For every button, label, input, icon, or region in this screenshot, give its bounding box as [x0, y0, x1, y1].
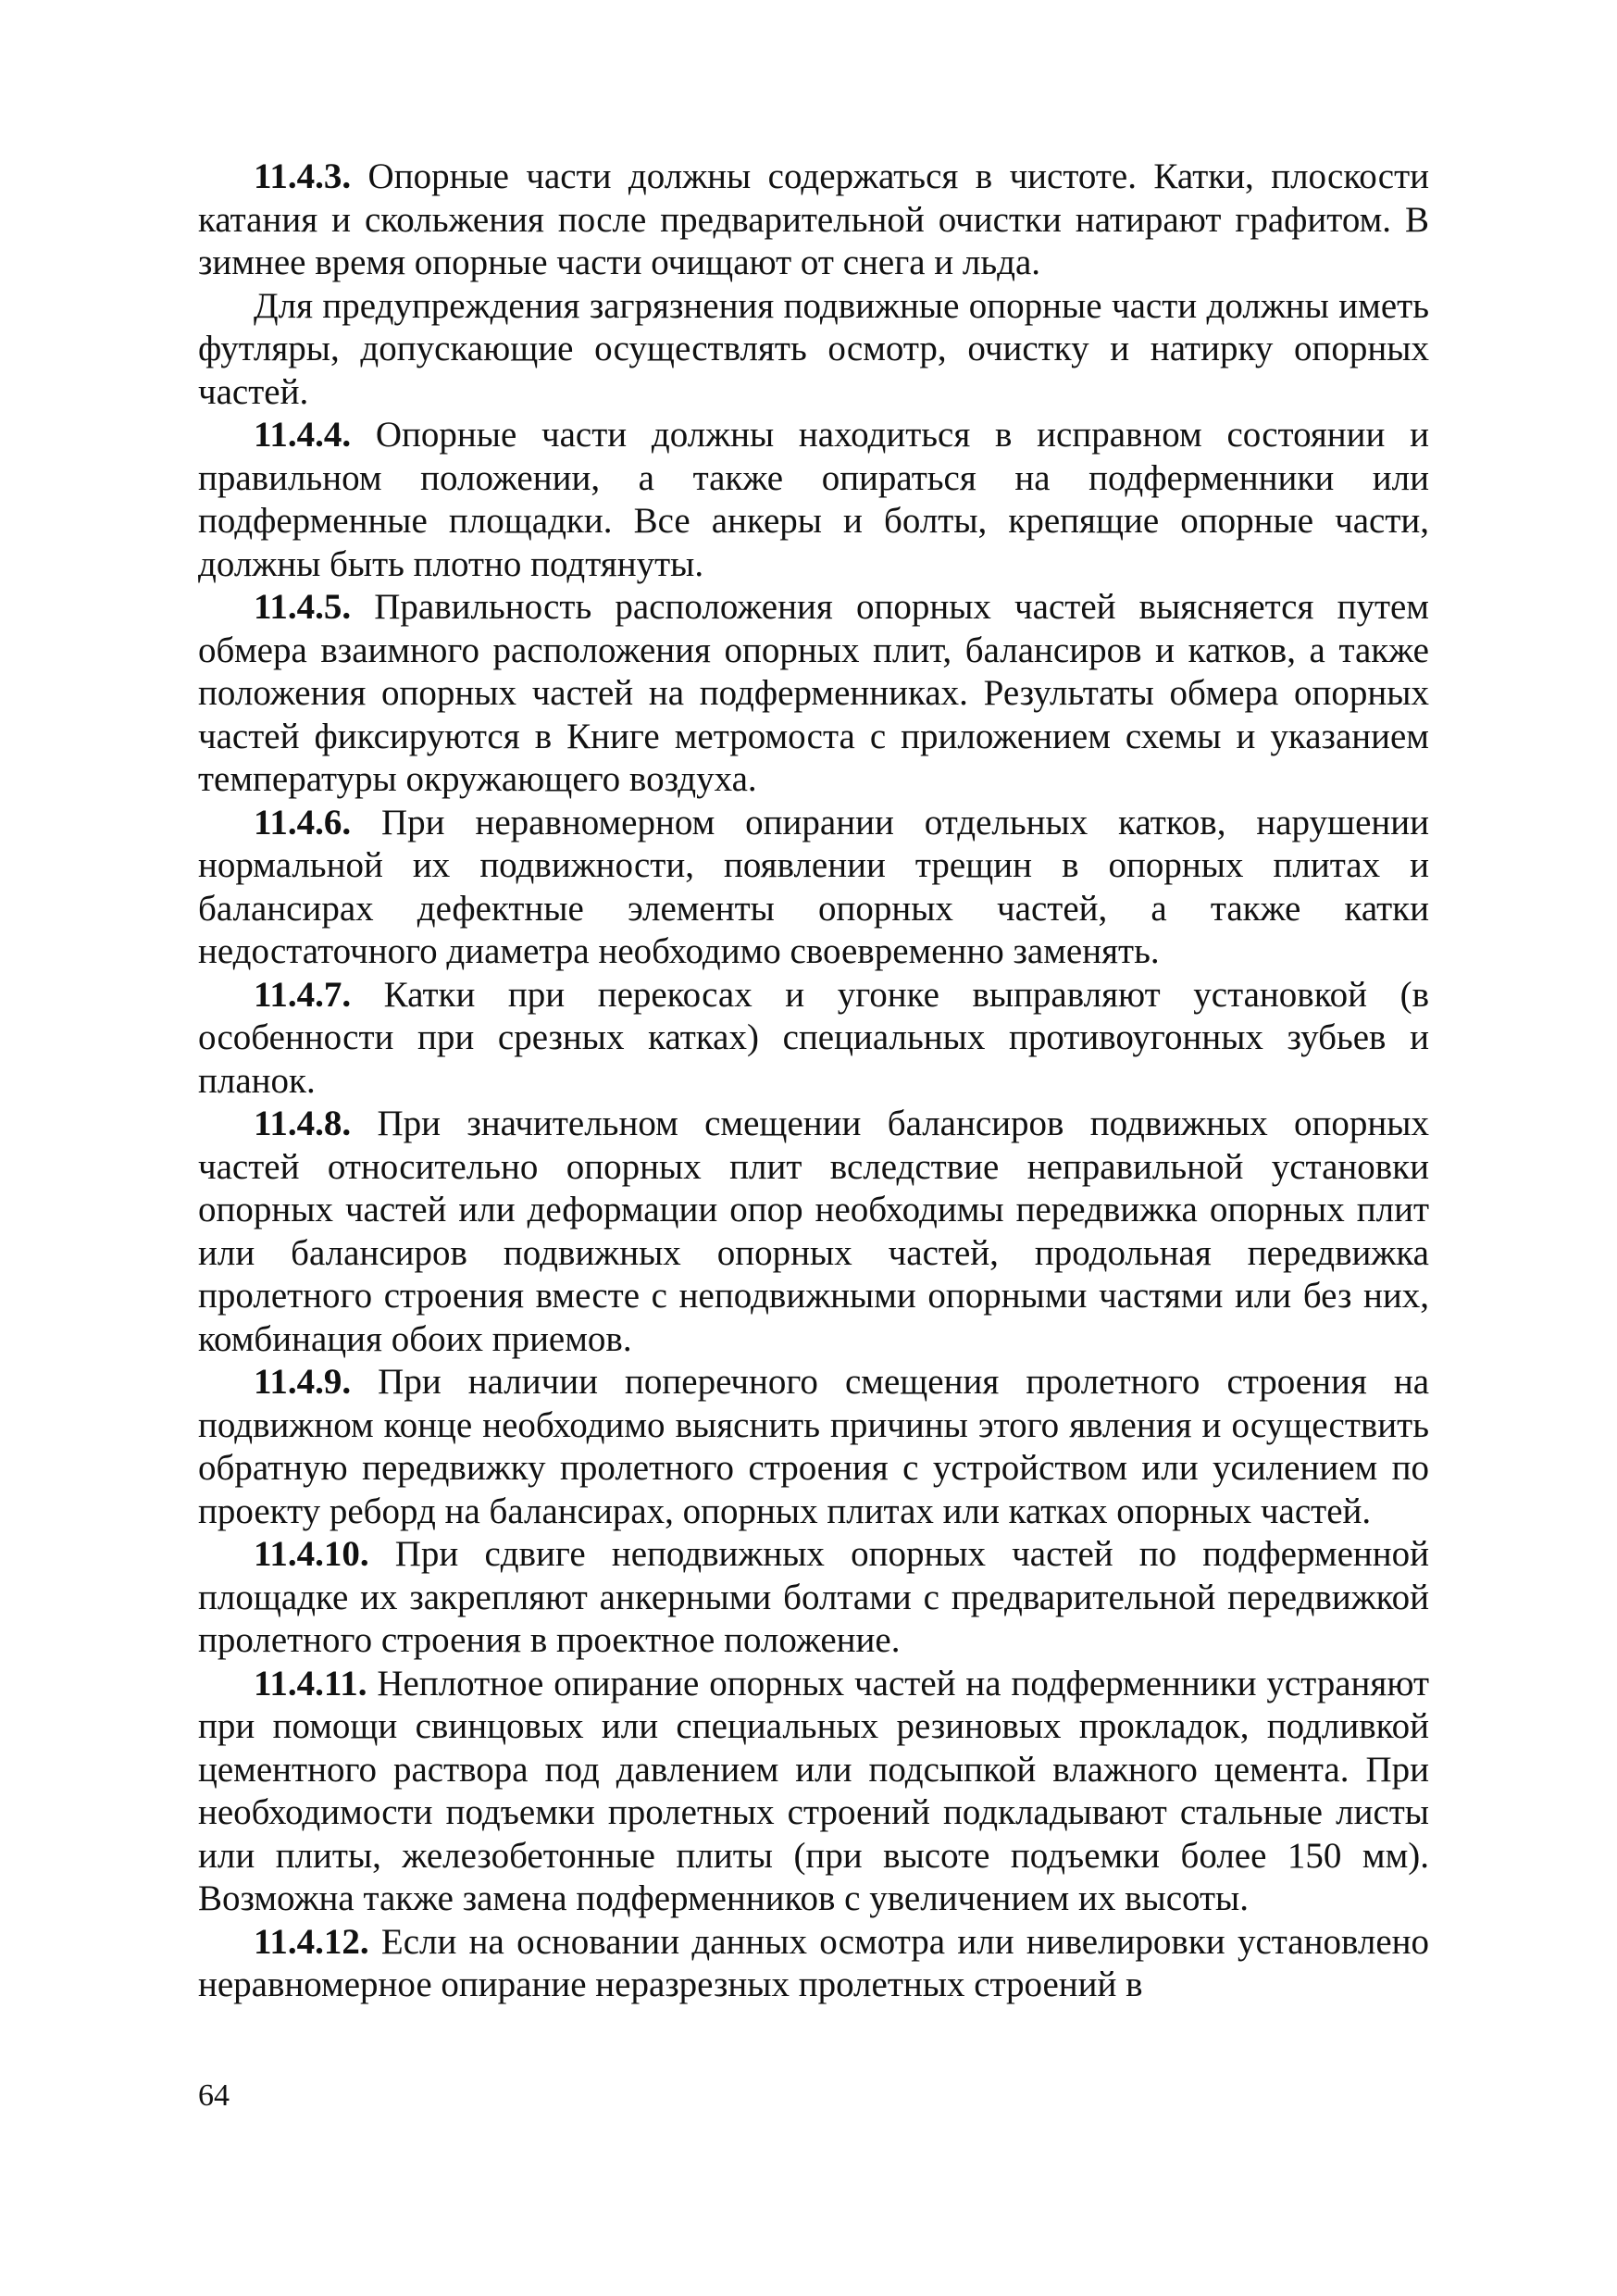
paragraph-text: При наличии поперечного смещения пролетного строения на подвижном конце необходимо выяснить причины этого явления и осуществить обратную передвижку пролетного строения с устройством или усилением по проекту реборд на балансирах, опорных плитах или катках опорных частей.	[198, 1362, 1429, 1531]
clause-number: 11.4.6.	[254, 802, 352, 842]
paragraph-11-4-4	[198, 414, 1429, 586]
paragraph-11-4-11	[198, 1663, 1429, 1921]
clause-number: 11.4.3.	[254, 156, 352, 196]
paragraph-11-4-3	[198, 156, 1429, 285]
paragraph-text: Если на основании данных осмотра или нивелировки установлено неравномерное опирание неразрезных пролетных строений в	[198, 1921, 1430, 2004]
clause-number: 11.4.8.	[254, 1104, 352, 1143]
paragraph-text: Опорные части должны содержаться в чистоте. Катки, плоскости катания и скольжения после предварительной очистки натирают графитом. В зимнее время опорные части очищают от снега и льда.	[198, 156, 1430, 282]
clause-number: 11.4.4.	[254, 415, 352, 455]
clause-number: 11.4.9.	[254, 1362, 352, 1402]
clause-number: 11.4.11.	[254, 1663, 367, 1703]
paragraph-text: Для предупреждения загрязнения подвижные опорные части должны иметь футляры, допускающие осуществлять осмотр, очистку и натирку опорных частей.	[198, 285, 1429, 412]
paragraph-text: При значительном смещении балансиров подвижных опорных частей относительно опорных плит вследствие неправильной установки опорных частей или деформации опор необходимы передвижка опорных плит или балансиров подвижных опорных частей, продольная передвижка пролетного строения вместе с неподвижными опорными частями или без них, комбинация обоих приемов.	[198, 1104, 1429, 1359]
paragraph-text: Опорные части должны находиться в исправном состоянии и правильном положении, а также опираться на подферменники или подферменные площадки. Все анкеры и болты, крепящие опорные части, должны быть плотно подтянуты.	[198, 415, 1430, 584]
paragraph-11-4-5	[198, 586, 1429, 802]
paragraph-11-4-10	[198, 1533, 1429, 1663]
paragraph-text: При сдвиге неподвижных опорных частей по подферменной площадке их закрепляют анкерными болтами с предварительной передвижкой пролетного строения в проектное положение.	[198, 1534, 1429, 1660]
paragraph-text: При неравномерном опирании отдельных катков, нарушении нормальной их подвижности, появлении трещин в опорных плитах и балансирах дефектные элементы опорных частей, а также катки недостаточного диаметра необходимо своевременно заменять.	[198, 802, 1429, 971]
paragraph-11-4-9	[198, 1361, 1429, 1533]
clause-number: 11.4.12.	[254, 1921, 369, 1962]
page-number: 64	[198, 2078, 230, 2113]
clause-number: 11.4.10.	[254, 1534, 369, 1574]
clause-number: 11.4.5.	[254, 587, 352, 627]
paragraph-text: Правильность расположения опорных частей выясняется путем обмера взаимного расположения опорных плит, балансиров и катков, а также положения опорных частей на подферменниках. Результаты обмера опорных частей фиксируются в Книге метромоста с приложением схемы и указанием температуры окружающего воздуха.	[198, 587, 1429, 799]
paragraph-text: Неплотное опирание опорных частей на подферменники устраняют при помощи свинцовых или специальных резиновых прокладок, подливкой цементного раствора под давлением или подсыпкой влажного цемента. При необходимости подъемки пролетных строений подкладывают стальные листы или плиты, железобетонные плиты (при высоте подъемки более 150 мм). Возможна также замена подферменников с увеличением их высоты.	[198, 1663, 1429, 1918]
clause-number: 11.4.7.	[254, 974, 352, 1015]
paragraph-11-4-8	[198, 1103, 1429, 1361]
paragraph-11-4-3-continued	[198, 285, 1429, 415]
paragraph-11-4-7	[198, 974, 1429, 1104]
paragraph-text: Катки при перекосах и угонке выправляют установкой (в особенности при срезных катках) специальных противоугонных зубьев и планок.	[198, 974, 1429, 1101]
paragraph-11-4-12	[198, 1921, 1429, 2007]
body-text	[198, 156, 1429, 2007]
paragraph-11-4-6	[198, 802, 1429, 974]
